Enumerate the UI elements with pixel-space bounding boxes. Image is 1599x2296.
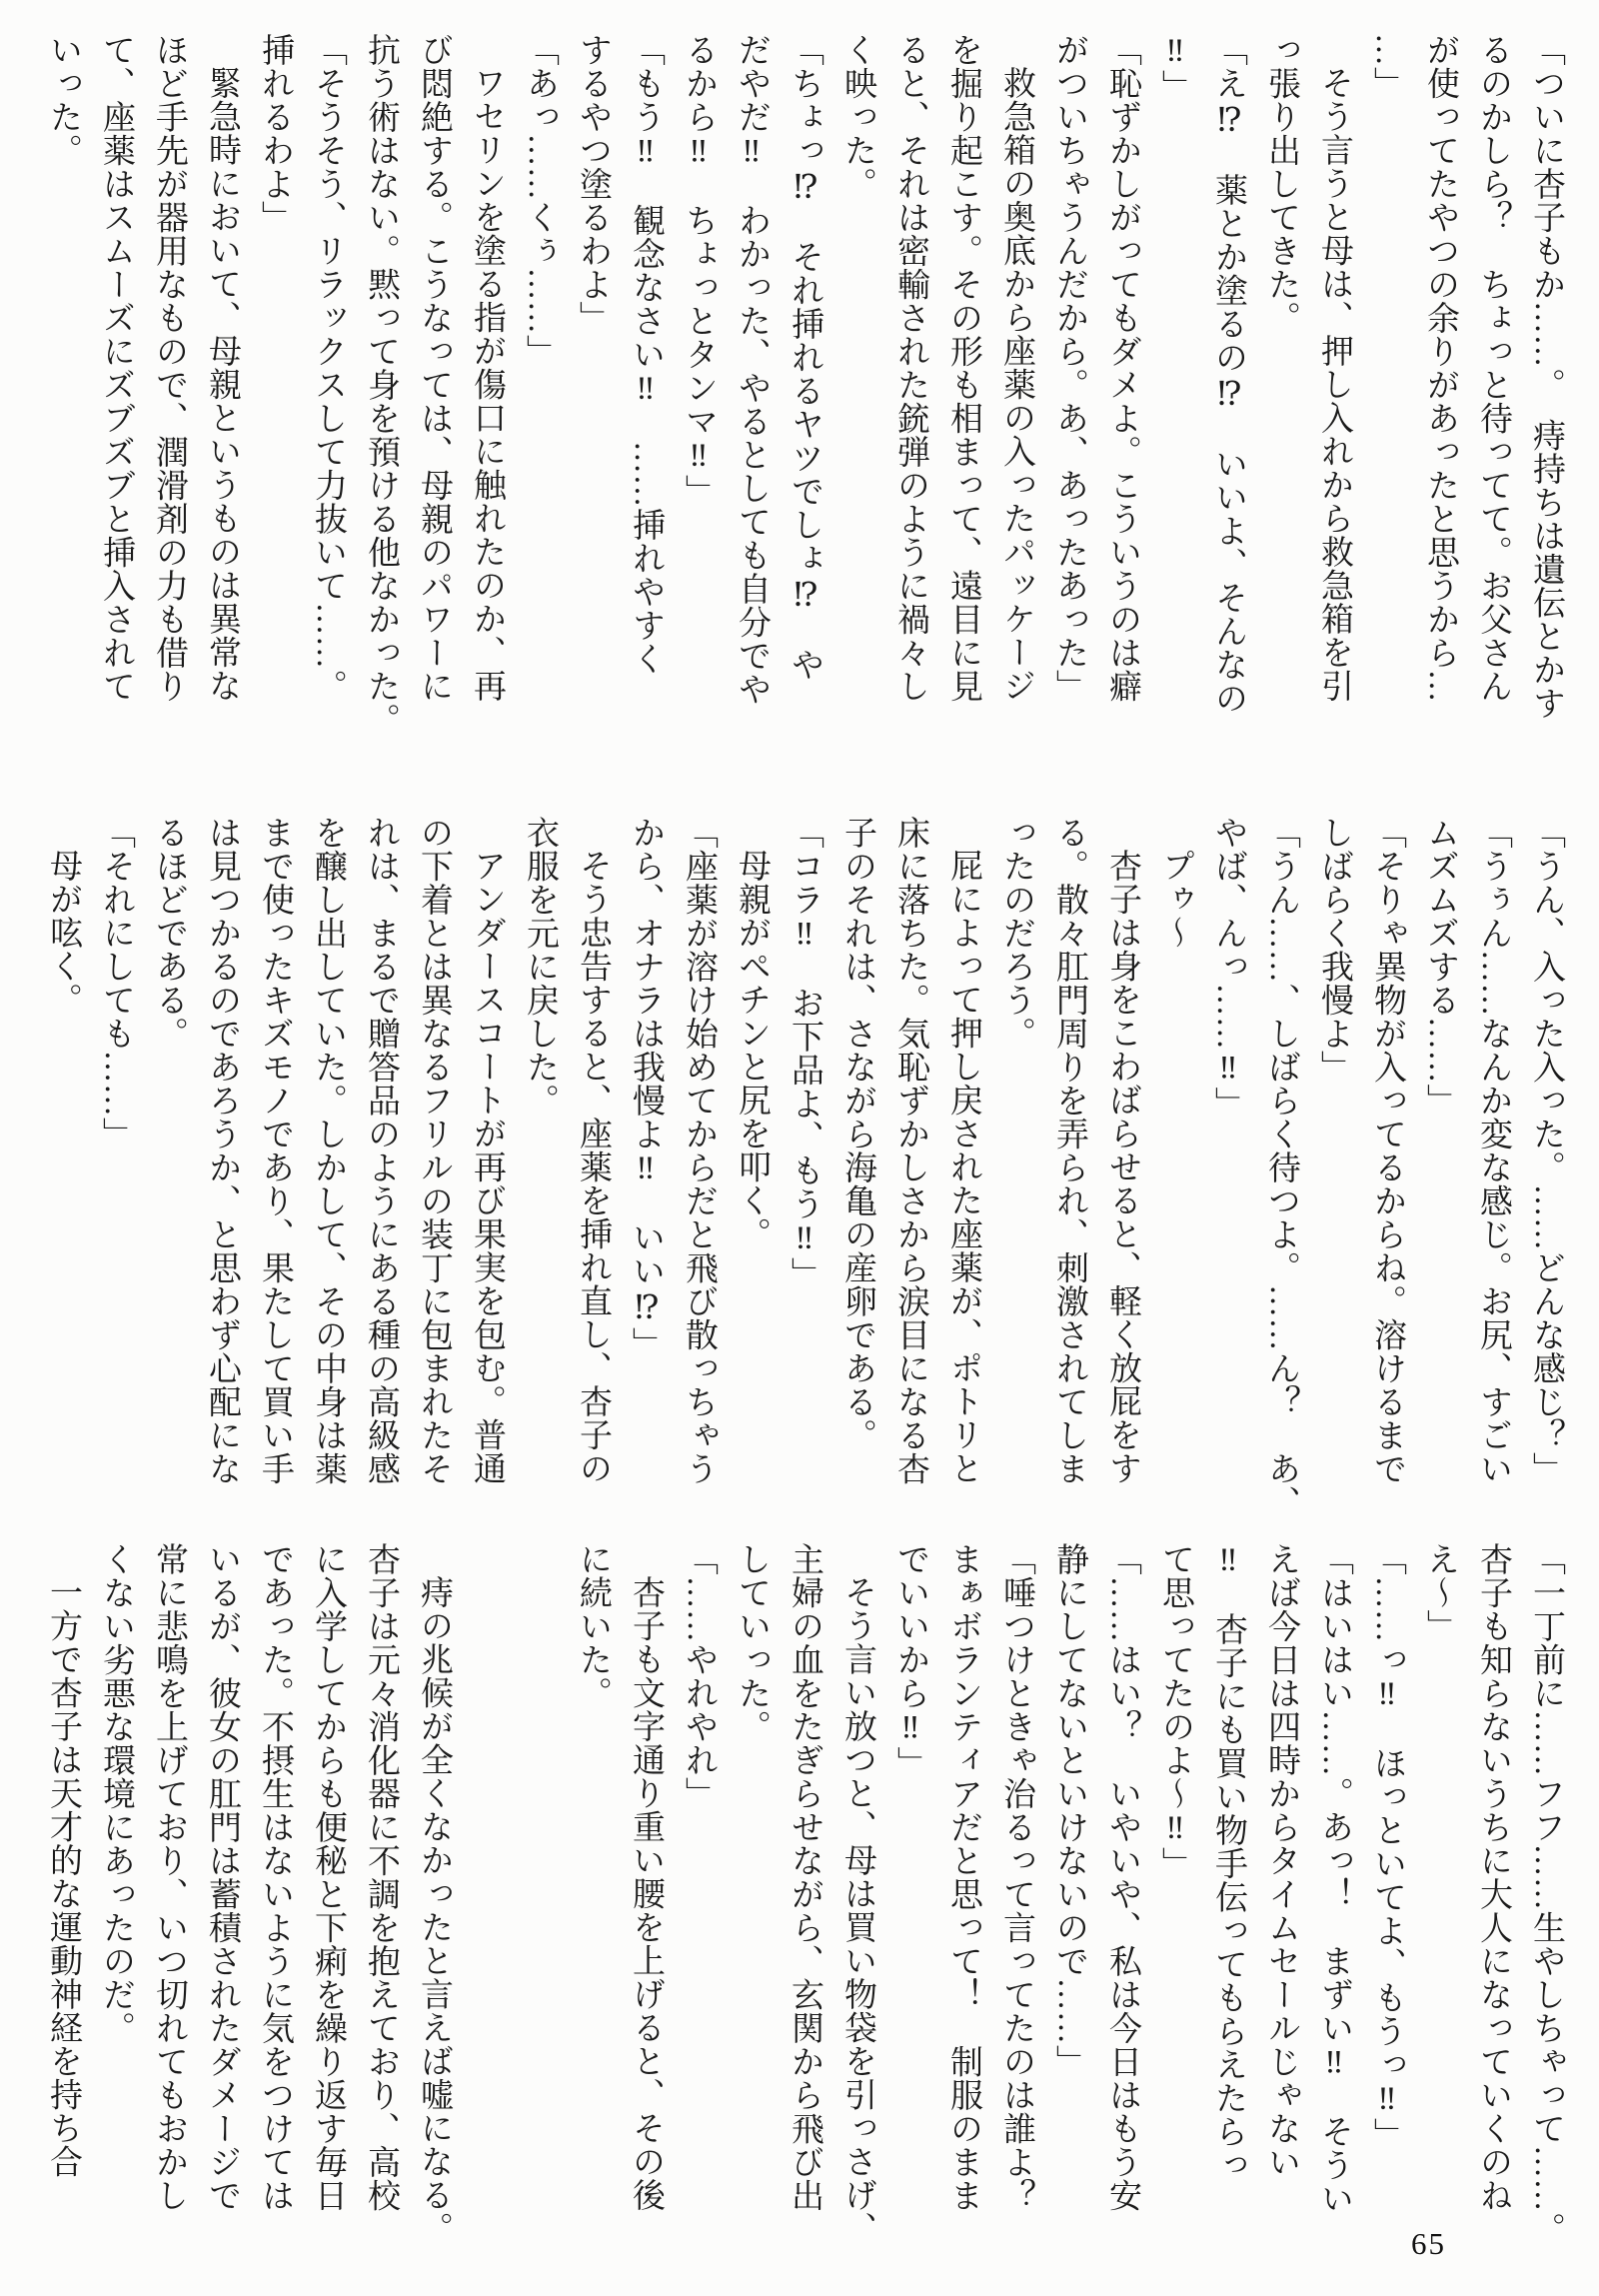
blank-column: [513, 1542, 566, 2254]
text-line: いった。: [45, 33, 81, 167]
text-line: であった。不摂生はないように気をつけては: [257, 1542, 293, 2212]
text-line: ほど手先が器用なもので、潤滑剤の力も借り: [151, 33, 187, 703]
text-line: て、座薬はスムーズにズブズブと挿入されて: [98, 33, 134, 703]
text-line: から、オナラは我慢よ‼ いい⁉」: [628, 816, 664, 1360]
text-line: 「もう‼ 観念なさい‼ ……挿れやすく: [628, 33, 664, 676]
text-line: るから‼ ちょっとタンマ‼」: [681, 33, 717, 508]
text-line: れは、まるで贈答品のようにある種の高級感: [363, 816, 399, 1485]
text-line: まぁボランティアだと思って！ 制服のまま: [945, 1542, 981, 2212]
text-line: 「うぅん……なんか変な感じ。お尻、すごい: [1475, 816, 1511, 1485]
text-line: るほどである。: [151, 816, 187, 1051]
blank-column: [460, 1542, 513, 2254]
text-line: が使ってたやつの余りがあったと思うから…: [1422, 33, 1458, 703]
text-line: ‼ 杏子にも買い物手伝ってもらえたらっ: [1210, 1542, 1246, 2182]
text-line: 「……はい？ いやいや、私は今日はもう安: [1104, 1542, 1140, 2212]
text-band-middle: [36, 816, 1572, 1527]
text-line: そう言うと母は、押し入れから救急箱を引: [1316, 66, 1352, 703]
text-line: は見つかるのであろうか、と思わず心配にな: [204, 816, 240, 1485]
text-line: 杏子は身をこわばらせると、軽く放屁をす: [1104, 849, 1140, 1485]
text-line: っ張り出してきた。: [1263, 33, 1299, 335]
text-line: 「唾つけときゃ治るって言ってたのは誰よ？: [998, 1542, 1034, 2212]
text-line: 衣服を元に戻した。: [522, 816, 558, 1118]
text-line: えば今日は四時からタイムセールじゃない: [1263, 1542, 1299, 2179]
text-line: 「ついに杏子もか……。 痔持ちは遺伝とかす: [1528, 33, 1564, 720]
text-line: 緊急時において、母親というものは異常な: [204, 66, 240, 703]
text-line: やば、んっ……‼」: [1210, 816, 1246, 1121]
text-line: 屁によって押し戻された座薬が、ポトリと: [945, 849, 981, 1485]
text-line: ったのだろう。: [998, 816, 1034, 1051]
text-line: の下着とは異なるフリルの装丁に包まれたそ: [416, 816, 452, 1485]
text-line: 「……っ‼ ほっといてよ、もうっ‼」: [1369, 1542, 1405, 2151]
text-line: る。散々肛門周りを弄られ、刺激されてしま: [1051, 816, 1087, 1485]
text-line: 痔の兆候が全くなかったと言えば嘘になる。: [416, 1575, 452, 2245]
text-line: 「それにしても……」: [98, 816, 134, 1150]
text-line: ‼」: [1157, 33, 1193, 103]
text-line: 抗う術はない。黙って身を預ける他なかった。: [363, 33, 399, 737]
text-line: でいいから‼」: [892, 1542, 928, 1780]
text-line: 一方で杏子は天才的な運動神経を持ち合: [45, 1575, 81, 2178]
text-line: 杏子も知らないうちに大人になっていくのね: [1475, 1542, 1511, 2212]
text-line: 「あっ……くぅ……」: [522, 33, 558, 368]
text-line: 「はいはい……。あっ！ まずい‼ そうい: [1316, 1542, 1352, 2215]
text-line: 床に落ちた。気恥ずかしさから涙目になる杏: [892, 816, 928, 1485]
text-line: 「うん……、しばらく待つよ。……ん？ あ、: [1263, 816, 1299, 1519]
text-line: …」: [1369, 33, 1405, 100]
text-line: 「うん、入った入った。……どんな感じ？」: [1528, 816, 1564, 1485]
text-line: に入学してからも便秘と下痢を繰り返す毎日: [310, 1542, 346, 2212]
text-band-top: [36, 33, 1572, 745]
text-line: を醸し出していた。しかして、その中身は薬: [310, 816, 346, 1485]
text-line: まで使ったキズモノであり、果たして買い手: [257, 816, 293, 1485]
text-line: がついちゃうんだから。あ、あったあった」: [1051, 33, 1087, 703]
text-line: 「座薬が溶け始めてからだと飛び散っちゃう: [681, 816, 717, 1485]
text-line: 「そうそう、リラックスして力抜いて……。: [310, 33, 346, 703]
text-line: ワセリンを塗る指が傷口に触れたのか、再: [469, 66, 505, 703]
text-line: 「一丁前に……フフ……生やしちゃって……。: [1528, 1542, 1564, 2246]
text-line: を掘り起こす。その形も相まって、遠目に見: [945, 33, 981, 703]
text-line: そう忠告すると、座薬を挿れ直し、杏子の: [575, 849, 611, 1485]
text-line: るのかしら？ ちょっと待ってて。お父さん: [1475, 33, 1511, 703]
text-line: 「そりゃ異物が入ってるからね。溶けるまで: [1369, 816, 1405, 1485]
text-line: するやつ塗るわよ」: [575, 33, 611, 335]
text-line: アンダースコートが再び果実を包む。普通: [469, 849, 505, 1485]
text-line: くない劣悪な環境にあったのだ。: [98, 1542, 134, 2045]
text-line: ると、それは密輸された銃弾のように禍々し: [892, 33, 928, 703]
text-line: に続いた。: [575, 1542, 611, 1710]
text-line: え〜」: [1422, 1542, 1458, 1643]
text-line: 「恥ずかしがってもダメよ。こういうのは癖: [1104, 33, 1140, 703]
text-line: 主婦の血をたぎらせながら、玄関から飛び出: [787, 1542, 822, 2212]
text-line: 杏子も文字通り重い腰を上げると、その後: [628, 1575, 664, 2212]
text-line: 「……やれやれ」: [681, 1542, 717, 1810]
text-line: 静にしてないといけないので……」: [1051, 1542, 1087, 2078]
text-line: 挿れるわよ」: [257, 33, 293, 234]
text-line: いるが、彼女の肛門は蓄積されたダメージで: [204, 1542, 240, 2212]
text-line: プゥ〜: [1157, 849, 1193, 950]
text-line: び悶絶する。こうなっては、母親のパワーに: [416, 33, 452, 703]
text-line: していった。: [734, 1542, 770, 1743]
text-line: 母が呟く。: [45, 849, 81, 1017]
text-line: 母親がペチンと尻を叩く。: [734, 849, 770, 1250]
text-line: く映った。: [839, 33, 875, 201]
text-line: ムズムズする……」: [1422, 816, 1458, 1118]
page-number: 65: [1411, 2226, 1446, 2261]
text-line: て思ってたのよ〜‼」: [1157, 1542, 1193, 1880]
text-line: 「え⁉ 薬とか塗るの⁉ いいよ、そんなの: [1210, 33, 1246, 715]
text-line: 常に悲鳴を上げており、いつ切れてもおかし: [151, 1542, 187, 2212]
text-line: 子のそれは、さながら海亀の産卵である。: [839, 816, 875, 1452]
text-line: そう言い放つと、母は買い物袋を引っさげ、: [839, 1575, 875, 2245]
text-line: 杏子は元々消化器に不調を抱えており、高校: [363, 1542, 399, 2212]
text-line: 「ちょっ⁉ それ挿れるヤツでしょ⁉ や: [787, 33, 822, 682]
text-line: だやだ‼ わかった、やるとしても自分でや: [734, 33, 770, 706]
text-line: しばらく我慢よ」: [1316, 816, 1352, 1084]
text-line: 救急箱の奥底から座薬の入ったパッケージ: [998, 66, 1034, 703]
text-band-bottom: [36, 1542, 1572, 2254]
text-line: 「コラ‼ お下品よ、もう‼」: [787, 816, 822, 1290]
